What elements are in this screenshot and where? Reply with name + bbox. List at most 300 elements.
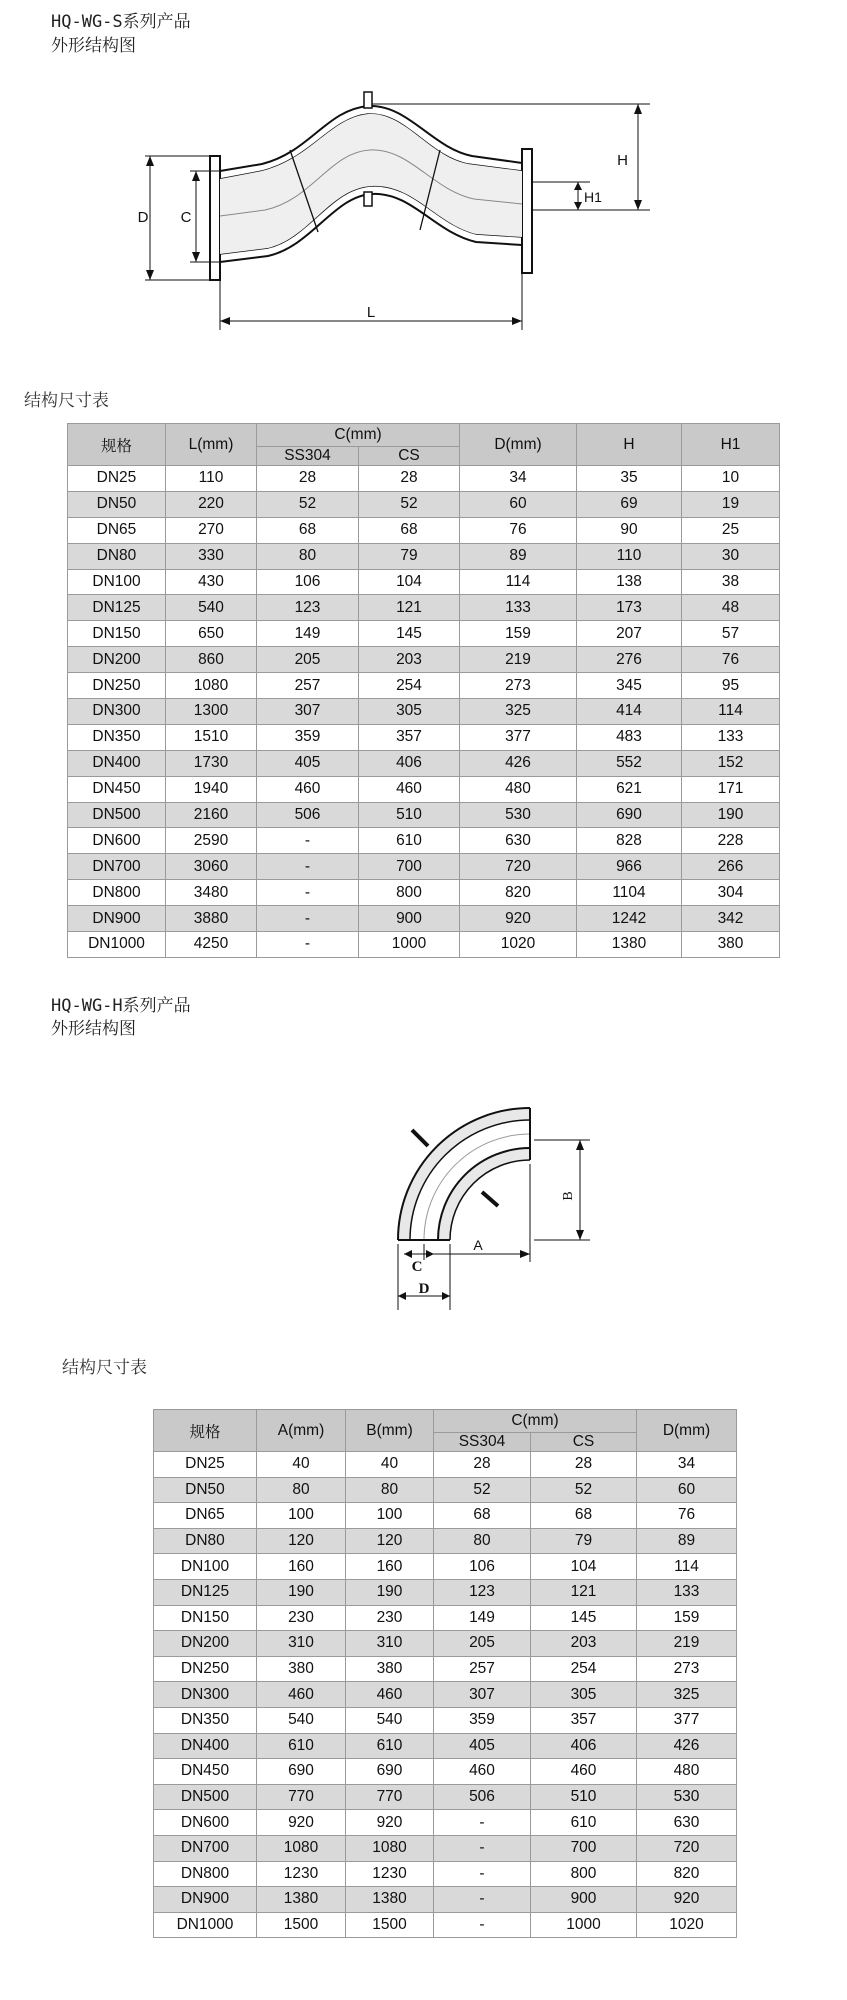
table-cell: 69 (577, 491, 682, 517)
dim-h-label: H (617, 152, 628, 169)
table-cell: 460 (346, 1682, 434, 1708)
table-cell: 1080 (346, 1835, 434, 1861)
table-row (68, 517, 780, 543)
table-cell: 900 (359, 906, 460, 932)
table-cell: 510 (359, 802, 460, 828)
table-row (154, 1452, 737, 1478)
table-cell: - (257, 932, 359, 958)
table-cell: 860 (166, 647, 257, 673)
dim-h1-label: H1 (584, 189, 602, 205)
table-cell: 406 (359, 750, 460, 776)
table-cell: 304 (682, 880, 780, 906)
table-row (154, 1810, 737, 1836)
table-row (154, 1503, 737, 1529)
table-cell: DN65 (68, 517, 166, 543)
table-cell: 377 (460, 724, 577, 750)
table-cell: 1510 (166, 724, 257, 750)
table-cell: 920 (257, 1810, 346, 1836)
table-cell: 325 (637, 1682, 737, 1708)
table-cell: 133 (460, 595, 577, 621)
table-cell: 305 (359, 699, 460, 725)
table-cell: 1104 (577, 880, 682, 906)
table-cell: 700 (359, 854, 460, 880)
table-row (68, 802, 780, 828)
section2-title: HQ-WG-H系列产品 (51, 996, 191, 1016)
header-d: D(mm) (460, 424, 577, 466)
table-cell: 720 (637, 1835, 737, 1861)
table-cell: 110 (577, 543, 682, 569)
table-cell: 1000 (359, 932, 460, 958)
dim-l-label: L (366, 304, 376, 321)
table-cell: 203 (359, 647, 460, 673)
table-cell: 159 (637, 1605, 737, 1631)
table-cell: DN125 (68, 595, 166, 621)
dim-c-label: C (180, 209, 192, 226)
table-cell: 48 (682, 595, 780, 621)
table-cell: 159 (460, 621, 577, 647)
table-cell: 310 (346, 1631, 434, 1657)
table-cell: DN450 (154, 1759, 257, 1785)
table-cell: 610 (359, 828, 460, 854)
header-b: B(mm) (346, 1410, 434, 1452)
table-cell: DN1000 (154, 1912, 257, 1938)
table-cell: 540 (166, 595, 257, 621)
table-cell: DN50 (68, 491, 166, 517)
table-cell: DN125 (154, 1579, 257, 1605)
table-cell: 114 (682, 699, 780, 725)
table-cell: 79 (359, 543, 460, 569)
table-cell: 530 (460, 802, 577, 828)
table-cell: 171 (682, 776, 780, 802)
table-cell: 1300 (166, 699, 257, 725)
table-cell: 104 (359, 569, 460, 595)
header-spec: 规格 (68, 424, 166, 466)
table-cell: DN500 (154, 1784, 257, 1810)
table-cell: DN100 (154, 1554, 257, 1580)
table-cell: 60 (460, 491, 577, 517)
table-row (154, 1554, 737, 1580)
table-cell: 35 (577, 466, 682, 492)
table-cell: 1080 (166, 673, 257, 699)
table-cell: 307 (257, 699, 359, 725)
table-cell: 380 (682, 932, 780, 958)
table-cell: DN65 (154, 1503, 257, 1529)
table-cell: 68 (359, 517, 460, 543)
table-cell: 138 (577, 569, 682, 595)
table-cell: 89 (460, 543, 577, 569)
table-cell: 257 (257, 673, 359, 699)
table-cell: 123 (434, 1579, 531, 1605)
table-cell: 121 (359, 595, 460, 621)
s-bend-pipe-drawing (130, 90, 660, 330)
table-cell: 254 (531, 1656, 637, 1682)
table-row (154, 1631, 737, 1657)
table-cell: 480 (637, 1759, 737, 1785)
table-cell: 1230 (346, 1861, 434, 1887)
table-row (68, 673, 780, 699)
section1-table-caption: 结构尺寸表 (24, 391, 109, 411)
table-cell: 100 (346, 1503, 434, 1529)
table-cell: 380 (257, 1656, 346, 1682)
table-cell: DN700 (68, 854, 166, 880)
table-cell: 1380 (346, 1887, 434, 1913)
section2-table-caption: 结构尺寸表 (62, 1358, 147, 1378)
table-cell: 2590 (166, 828, 257, 854)
header-ss304: SS304 (434, 1433, 531, 1452)
table-cell: DN450 (68, 776, 166, 802)
table-cell: 10 (682, 466, 780, 492)
table-cell: 610 (257, 1733, 346, 1759)
table-cell: 114 (637, 1554, 737, 1580)
table-cell: 800 (531, 1861, 637, 1887)
table-cell: 207 (577, 621, 682, 647)
table-cell: 506 (257, 802, 359, 828)
dim-d2-label: D (418, 1281, 430, 1297)
table-cell: 820 (637, 1861, 737, 1887)
table-cell: 3060 (166, 854, 257, 880)
table-cell: 342 (682, 906, 780, 932)
table-cell: - (434, 1810, 531, 1836)
table-cell: 30 (682, 543, 780, 569)
table-cell: 28 (434, 1452, 531, 1478)
table-row (68, 828, 780, 854)
table-cell: 28 (531, 1452, 637, 1478)
table-cell: 1230 (257, 1861, 346, 1887)
table-row (154, 1835, 737, 1861)
table-row (68, 466, 780, 492)
table-cell: DN25 (154, 1452, 257, 1478)
table-row (68, 906, 780, 932)
table-cell: 4250 (166, 932, 257, 958)
table-cell: 460 (359, 776, 460, 802)
table-cell: 79 (531, 1528, 637, 1554)
table-cell: 1500 (346, 1912, 434, 1938)
table-cell: 60 (637, 1477, 737, 1503)
table-cell: 38 (682, 569, 780, 595)
table-cell: DN250 (154, 1656, 257, 1682)
table-cell: 920 (637, 1887, 737, 1913)
table-cell: 405 (257, 750, 359, 776)
table-cell: DN300 (154, 1682, 257, 1708)
table-cell: 305 (531, 1682, 637, 1708)
table-cell: 80 (434, 1528, 531, 1554)
header-c: C(mm) (257, 424, 460, 447)
table-cell: 90 (577, 517, 682, 543)
table-cell: DN700 (154, 1835, 257, 1861)
table-cell: 257 (434, 1656, 531, 1682)
table-cell: 230 (257, 1605, 346, 1631)
table-cell: DN500 (68, 802, 166, 828)
table-row (68, 543, 780, 569)
table-cell: 203 (531, 1631, 637, 1657)
table-cell: 190 (257, 1579, 346, 1605)
table-cell: 219 (460, 647, 577, 673)
table-cell: 230 (346, 1605, 434, 1631)
table-cell: DN200 (154, 1631, 257, 1657)
table-row (68, 880, 780, 906)
table-cell: 828 (577, 828, 682, 854)
table-cell: 1500 (257, 1912, 346, 1938)
table-cell: 228 (682, 828, 780, 854)
table-cell: 430 (166, 569, 257, 595)
dim-a-label: A (473, 1237, 483, 1253)
table-cell: DN80 (68, 543, 166, 569)
table-cell: 270 (166, 517, 257, 543)
table-cell: - (434, 1861, 531, 1887)
table-cell: 414 (577, 699, 682, 725)
table-cell: 540 (346, 1707, 434, 1733)
table-cell: DN800 (68, 880, 166, 906)
table-cell: 89 (637, 1528, 737, 1554)
table-row (68, 750, 780, 776)
table-cell: 720 (460, 854, 577, 880)
table-row (68, 621, 780, 647)
table-cell: 2160 (166, 802, 257, 828)
table-row (154, 1579, 737, 1605)
table-cell: DN80 (154, 1528, 257, 1554)
table-cell: 3880 (166, 906, 257, 932)
table-cell: DN250 (68, 673, 166, 699)
table-cell: DN800 (154, 1861, 257, 1887)
section1-title: HQ-WG-S系列产品 (51, 12, 191, 32)
h-series-dimension-table (153, 1409, 737, 1938)
table-cell: 820 (460, 880, 577, 906)
table-cell: 76 (682, 647, 780, 673)
table-cell: 219 (637, 1631, 737, 1657)
header-ss304: SS304 (257, 447, 359, 466)
table-cell: - (434, 1887, 531, 1913)
table-row (68, 595, 780, 621)
table-cell: 205 (434, 1631, 531, 1657)
table-cell: 700 (531, 1835, 637, 1861)
table-cell: DN100 (68, 569, 166, 595)
table-cell: 110 (166, 466, 257, 492)
table-cell: 276 (577, 647, 682, 673)
table-cell: 1242 (577, 906, 682, 932)
table-row (154, 1733, 737, 1759)
table-cell: 80 (257, 1477, 346, 1503)
table-cell: 40 (346, 1452, 434, 1478)
table-cell: - (434, 1912, 531, 1938)
table-cell: 530 (637, 1784, 737, 1810)
table-cell: 460 (434, 1759, 531, 1785)
table-row (68, 776, 780, 802)
table-cell: DN300 (68, 699, 166, 725)
table-cell: 690 (577, 802, 682, 828)
table-cell: 57 (682, 621, 780, 647)
table-cell: 76 (460, 517, 577, 543)
table-cell: 205 (257, 647, 359, 673)
table-row (68, 854, 780, 880)
table-cell: 254 (359, 673, 460, 699)
table-cell: DN350 (68, 724, 166, 750)
table-cell: 460 (257, 776, 359, 802)
header-a: A(mm) (257, 1410, 346, 1452)
table-cell: 380 (346, 1656, 434, 1682)
table-cell: - (257, 906, 359, 932)
header-h: H (577, 424, 682, 466)
table-cell: 114 (460, 569, 577, 595)
right-flange (522, 149, 532, 273)
table-cell: 966 (577, 854, 682, 880)
table-cell: 377 (637, 1707, 737, 1733)
table-cell: 1380 (257, 1887, 346, 1913)
table-cell: 152 (682, 750, 780, 776)
table-cell: 621 (577, 776, 682, 802)
table-cell: 690 (257, 1759, 346, 1785)
table-cell: 1080 (257, 1835, 346, 1861)
table-cell: DN1000 (68, 932, 166, 958)
table-row (68, 569, 780, 595)
table-cell: 106 (257, 569, 359, 595)
table-cell: 920 (346, 1810, 434, 1836)
table-cell: 460 (531, 1759, 637, 1785)
table-cell: 330 (166, 543, 257, 569)
table-cell: 120 (257, 1528, 346, 1554)
table-cell: 80 (346, 1477, 434, 1503)
table-cell: 310 (257, 1631, 346, 1657)
table-cell: 40 (257, 1452, 346, 1478)
table-cell: 220 (166, 491, 257, 517)
table-row (154, 1861, 737, 1887)
table-cell: 34 (637, 1452, 737, 1478)
table-cell: 133 (682, 724, 780, 750)
table-cell: 1730 (166, 750, 257, 776)
table-cell: 3480 (166, 880, 257, 906)
table-cell: 173 (577, 595, 682, 621)
table-cell: 406 (531, 1733, 637, 1759)
table-cell: 266 (682, 854, 780, 880)
table-cell: 100 (257, 1503, 346, 1529)
dim-b-label: B (561, 1191, 576, 1201)
table-cell: 28 (257, 466, 359, 492)
table-cell: 325 (460, 699, 577, 725)
table-cell: 106 (434, 1554, 531, 1580)
table-cell: 1020 (460, 932, 577, 958)
table-cell: 770 (346, 1784, 434, 1810)
table-cell: 405 (434, 1733, 531, 1759)
table-cell: 1380 (577, 932, 682, 958)
table-cell: 52 (531, 1477, 637, 1503)
header-cs: CS (531, 1433, 637, 1452)
table-cell: 104 (531, 1554, 637, 1580)
table-cell: 273 (637, 1656, 737, 1682)
table-cell: 610 (346, 1733, 434, 1759)
table-cell: 460 (257, 1682, 346, 1708)
table-cell: DN25 (68, 466, 166, 492)
table-cell: 540 (257, 1707, 346, 1733)
table-cell: 630 (637, 1810, 737, 1836)
table-row (68, 491, 780, 517)
table-cell: 357 (531, 1707, 637, 1733)
elbow-pipe-drawing (380, 1085, 620, 1325)
table-cell: 1000 (531, 1912, 637, 1938)
table-row (154, 1477, 737, 1503)
table-cell: DN150 (154, 1605, 257, 1631)
table-cell: 800 (359, 880, 460, 906)
table-cell: 359 (257, 724, 359, 750)
table-row (154, 1605, 737, 1631)
table-cell: 190 (682, 802, 780, 828)
table-cell: 770 (257, 1784, 346, 1810)
table-cell: 506 (434, 1784, 531, 1810)
table-row (68, 932, 780, 958)
dim-c2-label: C (411, 1259, 423, 1275)
table-cell: 426 (460, 750, 577, 776)
table-cell: 357 (359, 724, 460, 750)
table-row (68, 699, 780, 725)
section1-subtitle: 外形结构图 (51, 36, 136, 56)
table-cell: 52 (257, 491, 359, 517)
table-cell: - (257, 854, 359, 880)
table-cell: DN50 (154, 1477, 257, 1503)
table-cell: 900 (531, 1887, 637, 1913)
table-row (154, 1912, 737, 1938)
table-cell: 149 (434, 1605, 531, 1631)
table-cell: DN900 (154, 1887, 257, 1913)
table-cell: 133 (637, 1579, 737, 1605)
table-cell: 273 (460, 673, 577, 699)
table-cell: 120 (346, 1528, 434, 1554)
header-c: C(mm) (434, 1410, 637, 1433)
table-cell: 483 (577, 724, 682, 750)
table-cell: 426 (637, 1733, 737, 1759)
table-cell: DN400 (68, 750, 166, 776)
table-cell: - (257, 880, 359, 906)
bottom-nozzle (364, 192, 372, 206)
table-cell: 610 (531, 1810, 637, 1836)
table-row (154, 1784, 737, 1810)
table-cell: DN150 (68, 621, 166, 647)
table-cell: 34 (460, 466, 577, 492)
header-d: D(mm) (637, 1410, 737, 1452)
table-cell: 149 (257, 621, 359, 647)
table-cell: 145 (531, 1605, 637, 1631)
header-h1: H1 (682, 424, 780, 466)
table-row (154, 1887, 737, 1913)
table-cell: 68 (257, 517, 359, 543)
table-cell: 480 (460, 776, 577, 802)
table-cell: DN350 (154, 1707, 257, 1733)
table-cell: 121 (531, 1579, 637, 1605)
top-nozzle (364, 92, 372, 108)
table-cell: 1020 (637, 1912, 737, 1938)
table-row (154, 1682, 737, 1708)
table-cell: 25 (682, 517, 780, 543)
h-series-table-body (154, 1452, 737, 1938)
table-cell: 95 (682, 673, 780, 699)
table-row (154, 1656, 737, 1682)
table-cell: 552 (577, 750, 682, 776)
table-row (68, 647, 780, 673)
table-cell: 76 (637, 1503, 737, 1529)
table-cell: DN200 (68, 647, 166, 673)
table-cell: 650 (166, 621, 257, 647)
table-cell: 359 (434, 1707, 531, 1733)
table-row (154, 1759, 737, 1785)
table-cell: DN600 (68, 828, 166, 854)
table-cell: 920 (460, 906, 577, 932)
table-cell: 19 (682, 491, 780, 517)
table-cell: 28 (359, 466, 460, 492)
table-cell: 345 (577, 673, 682, 699)
left-flange (210, 156, 220, 280)
table-cell: DN900 (68, 906, 166, 932)
section2-subtitle: 外形结构图 (51, 1019, 136, 1039)
table-row (154, 1528, 737, 1554)
table-cell: 52 (359, 491, 460, 517)
table-cell: 160 (346, 1554, 434, 1580)
